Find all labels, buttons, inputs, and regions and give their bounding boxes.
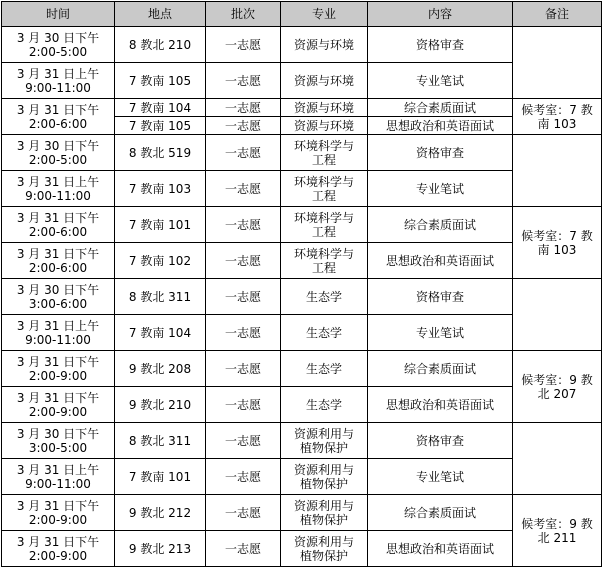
major-cell: 环境科学与 工程 bbox=[281, 135, 368, 171]
content-cell: 综合素质面试 bbox=[368, 207, 513, 243]
batch-cell: 一志愿 bbox=[206, 243, 281, 279]
place-cell: 7 教南 104 bbox=[115, 99, 206, 117]
place-cell: 7 教南 101 bbox=[115, 459, 206, 495]
place-cell: 7 教南 103 bbox=[115, 171, 206, 207]
place-cell: 7 教南 102 bbox=[115, 243, 206, 279]
place-cell: 8 教北 311 bbox=[115, 279, 206, 315]
note-cell bbox=[513, 27, 602, 99]
batch-cell: 一志愿 bbox=[206, 387, 281, 423]
header-row bbox=[2, 2, 602, 27]
note-cell: 候考室：7 教 南 103 bbox=[513, 207, 602, 279]
batch-cell: 一志愿 bbox=[206, 117, 281, 135]
place-cell: 7 教南 105 bbox=[115, 63, 206, 99]
content-cell: 思想政治和英语面试 bbox=[368, 243, 513, 279]
content-cell: 资格审查 bbox=[368, 423, 513, 459]
table-row bbox=[2, 279, 602, 315]
major-cell: 环境科学与 工程 bbox=[281, 207, 368, 243]
time-cell: 3 月 31 日下午 2:00-9:00 bbox=[2, 387, 115, 423]
time-cell: 3 月 31 日下午 2:00-6:00 bbox=[2, 99, 115, 135]
content-cell: 综合素质面试 bbox=[368, 351, 513, 387]
place-cell: 8 教北 519 bbox=[115, 135, 206, 171]
table-row bbox=[2, 387, 602, 423]
table-row bbox=[2, 495, 602, 531]
place-cell: 7 教南 104 bbox=[115, 315, 206, 351]
content-cell: 思想政治和英语面试 bbox=[368, 117, 513, 135]
table-row bbox=[2, 27, 602, 63]
place-cell: 8 教北 210 bbox=[115, 27, 206, 63]
time-cell: 3 月 31 日上午 9:00-11:00 bbox=[2, 315, 115, 351]
place-cell: 7 教南 101 bbox=[115, 207, 206, 243]
time-cell: 3 月 31 日上午 9:00-11:00 bbox=[2, 459, 115, 495]
content-cell: 综合素质面试 bbox=[368, 495, 513, 531]
major-cell: 生态学 bbox=[281, 315, 368, 351]
batch-cell: 一志愿 bbox=[206, 423, 281, 459]
place-cell: 8 教北 311 bbox=[115, 423, 206, 459]
time-cell: 3 月 30 日下午 3:00-6:00 bbox=[2, 279, 115, 315]
table-row bbox=[2, 171, 602, 207]
table-row bbox=[2, 459, 602, 495]
content-cell: 资格审查 bbox=[368, 135, 513, 171]
table-row bbox=[2, 531, 602, 567]
batch-cell: 一志愿 bbox=[206, 279, 281, 315]
time-cell: 3 月 31 日下午 2:00-9:00 bbox=[2, 531, 115, 567]
major-cell: 资源与环境 bbox=[281, 27, 368, 63]
content-cell: 专业笔试 bbox=[368, 315, 513, 351]
time-cell: 3 月 30 日下午 3:00-5:00 bbox=[2, 423, 115, 459]
batch-cell: 一志愿 bbox=[206, 459, 281, 495]
note-cell: 候考室：9 教 北 211 bbox=[513, 495, 602, 567]
header-major: 专业 bbox=[281, 2, 368, 27]
table-row bbox=[2, 315, 602, 351]
schedule-table bbox=[1, 1, 602, 567]
header-note: 备注 bbox=[513, 2, 602, 27]
table-row bbox=[2, 423, 602, 459]
major-cell: 资源利用与 植物保护 bbox=[281, 531, 368, 567]
content-cell: 资格审查 bbox=[368, 279, 513, 315]
major-cell: 资源利用与 植物保护 bbox=[281, 423, 368, 459]
place-cell: 9 教北 212 bbox=[115, 495, 206, 531]
time-cell: 3 月 30 日下午 2:00-5:00 bbox=[2, 135, 115, 171]
batch-cell: 一志愿 bbox=[206, 495, 281, 531]
major-cell: 生态学 bbox=[281, 387, 368, 423]
note-cell bbox=[513, 279, 602, 351]
content-cell: 思想政治和英语面试 bbox=[368, 387, 513, 423]
table-row bbox=[2, 135, 602, 171]
time-cell: 3 月 31 日下午 2:00-6:00 bbox=[2, 243, 115, 279]
header-content: 内容 bbox=[368, 2, 513, 27]
content-cell: 专业笔试 bbox=[368, 63, 513, 99]
note-cell bbox=[513, 135, 602, 207]
time-cell: 3 月 31 日下午 2:00-6:00 bbox=[2, 207, 115, 243]
note-cell: 候考室：7 教 南 103 bbox=[513, 99, 602, 135]
time-cell: 3 月 31 日下午 2:00-9:00 bbox=[2, 495, 115, 531]
note-cell: 候考室：9 教 北 207 bbox=[513, 351, 602, 423]
batch-cell: 一志愿 bbox=[206, 351, 281, 387]
place-cell: 9 教北 210 bbox=[115, 387, 206, 423]
table-row bbox=[2, 99, 602, 117]
batch-cell: 一志愿 bbox=[206, 171, 281, 207]
note-cell bbox=[513, 423, 602, 495]
table-row bbox=[2, 243, 602, 279]
major-cell: 资源利用与 植物保护 bbox=[281, 495, 368, 531]
major-cell: 资源利用与 植物保护 bbox=[281, 459, 368, 495]
content-cell: 思想政治和英语面试 bbox=[368, 531, 513, 567]
table-row bbox=[2, 63, 602, 99]
batch-cell: 一志愿 bbox=[206, 315, 281, 351]
content-cell: 资格审查 bbox=[368, 27, 513, 63]
table-row bbox=[2, 351, 602, 387]
table-row bbox=[2, 207, 602, 243]
place-cell: 9 教北 208 bbox=[115, 351, 206, 387]
time-cell: 3 月 31 日下午 2:00-9:00 bbox=[2, 351, 115, 387]
batch-cell: 一志愿 bbox=[206, 207, 281, 243]
content-cell: 专业笔试 bbox=[368, 171, 513, 207]
major-cell: 资源与环境 bbox=[281, 117, 368, 135]
place-cell: 9 教北 213 bbox=[115, 531, 206, 567]
time-cell: 3 月 30 日下午 2:00-5:00 bbox=[2, 27, 115, 63]
major-cell: 生态学 bbox=[281, 279, 368, 315]
major-cell: 生态学 bbox=[281, 351, 368, 387]
header-place: 地点 bbox=[115, 2, 206, 27]
place-cell: 7 教南 105 bbox=[115, 117, 206, 135]
content-cell: 综合素质面试 bbox=[368, 99, 513, 117]
header-batch: 批次 bbox=[206, 2, 281, 27]
major-cell: 资源与环境 bbox=[281, 63, 368, 99]
header-time: 时间 bbox=[2, 2, 115, 27]
time-cell: 3 月 31 日上午 9:00-11:00 bbox=[2, 63, 115, 99]
batch-cell: 一志愿 bbox=[206, 27, 281, 63]
batch-cell: 一志愿 bbox=[206, 531, 281, 567]
major-cell: 环境科学与 工程 bbox=[281, 171, 368, 207]
time-cell: 3 月 31 日上午 9:00-11:00 bbox=[2, 171, 115, 207]
major-cell: 资源与环境 bbox=[281, 99, 368, 117]
batch-cell: 一志愿 bbox=[206, 63, 281, 99]
major-cell: 环境科学与 工程 bbox=[281, 243, 368, 279]
batch-cell: 一志愿 bbox=[206, 135, 281, 171]
batch-cell: 一志愿 bbox=[206, 99, 281, 117]
content-cell: 专业笔试 bbox=[368, 459, 513, 495]
